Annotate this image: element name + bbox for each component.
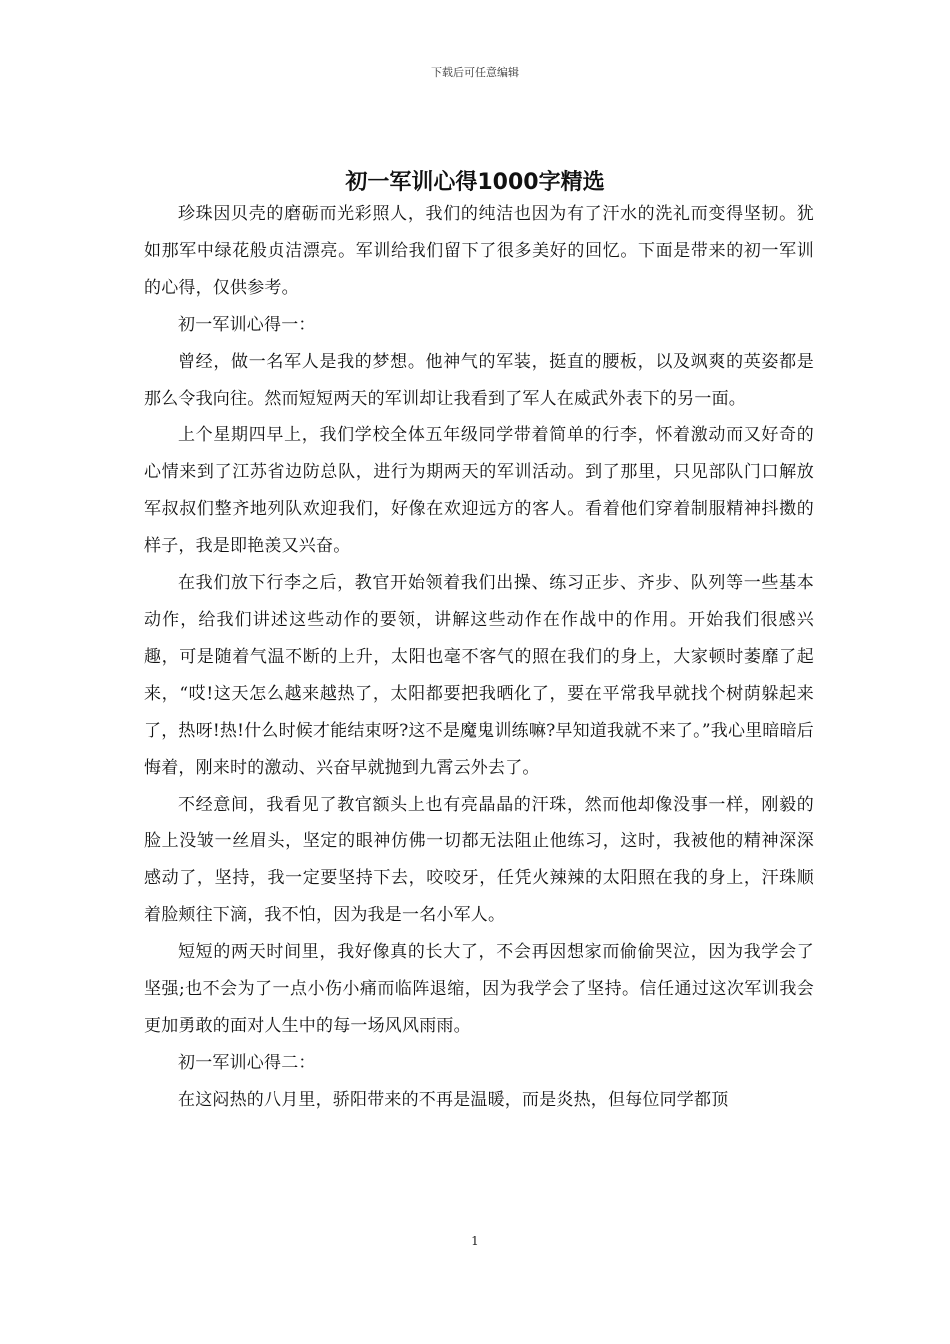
paragraph: 在这闷热的八月里，骄阳带来的不再是温暖，而是炎热，但每位同学都顶 — [178, 1089, 729, 1110]
paragraph: 在我们放下行李之后，教官开始领着我们出操、练习正步、齐步、队列等一些基本动作，给我们讲述这些动作的要领，讲解这些动作在作战中的作用。开始我们很感兴趣，可是随着气温不断的上升，太阳也毫不客气的照在我们的身上，大家顿时萎靡了起来，“哎!这天怎么越来越热了，太阳都要把我晒化了，要在平常我早就找个树荫躲起来了，热呀!热!什么时候才能结束呀?这不是魔鬼训练嘛?早知道我就不来了。”我心里暗暗后悔着，刚来时的激动、兴奋早就抛到九霄云外去了。 — [144, 573, 814, 778]
paragraph: 曾经，做一名军人是我的梦想。他神气的军装，挺直的腰板，以及飒爽的英姿都是那么令我向往。然而短短两天的军训却让我看到了军人在威武外表下的另一面。 — [144, 351, 814, 409]
section-heading-1: 初一军训心得一： — [178, 314, 316, 335]
document-body — [144, 196, 814, 1119]
paragraph: 上个星期四早上，我们学校全体五年级同学带着简单的行李，怀着激动而又好奇的心情来到了江苏省边防总队，进行为期两天的军训活动。到了那里，只见部队门口解放军叔叔们整齐地列队欢迎我们，好像在欢迎远方的客人。看着他们穿着制服精神抖擞的样子，我是即艳羡又兴奋。 — [144, 425, 814, 557]
page-header: 下载后可任意编辑 — [431, 66, 519, 79]
paragraph-intro: 珍珠因贝壳的磨砺而光彩照人，我们的纯洁也因为有了汗水的洗礼而变得坚韧。犹如那军中绿花般贞洁漂亮。军训给我们留下了很多美好的回忆。下面是带来的初一军训的心得，仅供参考。 — [144, 204, 814, 298]
page-number: 1 — [471, 1234, 479, 1248]
section-heading-2: 初一军训心得二： — [178, 1052, 316, 1073]
paragraph: 短短的两天时间里，我好像真的长大了，不会再因想家而偷偷哭泣，因为我学会了坚强;也不会为了一点小伤小痛而临阵退缩，因为我学会了坚持。信任通过这次军训我会更加勇敢的面对人生中的每一场风风雨雨。 — [144, 942, 814, 1036]
paragraph: 不经意间，我看见了教官额头上也有亮晶晶的汗珠，然而他却像没事一样，刚毅的脸上没皱一丝眉头，坚定的眼神仿佛一切都无法阻止他练习，这时，我被他的精神深深感动了，坚持，我一定要坚持下去，咬咬牙，任凭火辣辣的太阳照在我的身上，汗珠顺着脸颊往下滴，我不怕，因为我是一名小军人。 — [144, 794, 814, 926]
document-title: 初一军训心得1000字精选 — [345, 169, 605, 195]
